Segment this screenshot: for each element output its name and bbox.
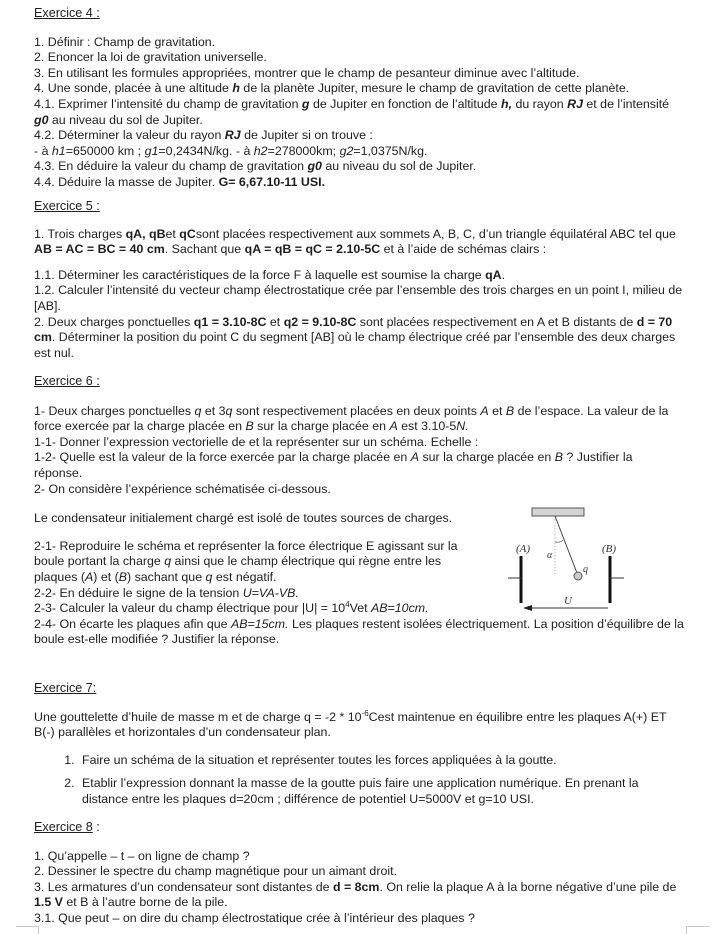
ex6-q1 xyxy=(34,404,684,435)
text: . xyxy=(501,267,506,282)
var-h2: h2 xyxy=(253,143,268,158)
ex5-q2 xyxy=(34,315,684,362)
label-a: (A) xyxy=(516,543,531,555)
text: 1-2- Quelle est la valeur de la force exercée par la charge placée en xyxy=(34,450,411,465)
text: 1. Trois charges xyxy=(34,226,126,241)
var-g: g xyxy=(301,96,310,111)
point-a: A xyxy=(480,403,489,418)
exponent: 4 xyxy=(345,600,350,609)
text: =1,0375N/kg. xyxy=(353,143,428,158)
title-text: Exercice 8 xyxy=(34,820,93,834)
text: sont placées respectivement aux sommets A, B, C, d’un triangle équilatéral ABC tel que xyxy=(195,226,676,241)
var-q: q xyxy=(194,403,202,418)
text: est négatif. xyxy=(212,569,277,584)
list-item: 1. Faire un schéma de la situation et représenter toutes les forces appliquées à la goutte. xyxy=(78,753,684,769)
text: - à xyxy=(34,143,52,158)
text: 2. Deux charges ponctuelles xyxy=(34,314,194,329)
var-q: q xyxy=(225,403,233,418)
text: 2-4- On écarte les plaques afin que xyxy=(34,616,231,631)
text: et à l’aide de schémas clairs : xyxy=(380,242,547,257)
ex6-capacitor-text: Le condensateur initialement chargé est isolé de toutes sources de charges. xyxy=(34,511,453,526)
text: Les plaques restent isolées électriquement. La position d’équilibre de la boule est-elle modifiée ? Justifier la réponse. xyxy=(34,616,684,647)
title-colon: : xyxy=(92,820,100,834)
text: du rayon xyxy=(512,96,568,111)
ex4-q4-2-data xyxy=(34,144,684,160)
plate-a: A xyxy=(84,569,94,584)
exercise-7 xyxy=(34,681,684,816)
ex4-q4-2 xyxy=(34,128,684,144)
plate-b: B xyxy=(118,569,127,584)
list-item: 2. Etablir l’expression donnant la masse de la goutte puis faire une application numérique. En prenant la distance entre les plaques d=20cm ; différence de potentiel U=5000V et g=10 USI. xyxy=(78,776,684,807)
text: . Déterminer la position du point C du segment [AB] où le champ électrique créé par l’ensemble des deux charges est nul. xyxy=(34,330,676,360)
ex8-q3-1: 3.1. Que peut – on dire du champ électrostatique crée à l’intérieur des plaques ? xyxy=(34,910,475,925)
text: ) et ( xyxy=(93,569,119,584)
ex4-q3: 3. En utilisant les formules appropriées, montrer que le champ de pesanteur diminue avec l’altitude. xyxy=(34,65,580,80)
ex6-q1-2 xyxy=(34,450,684,481)
text: 4. Une sonde, placée à une altitude xyxy=(34,81,233,96)
pendulum-thread xyxy=(555,516,577,573)
exponent: -6 xyxy=(361,708,369,718)
ex4-q4-3 xyxy=(34,159,684,175)
var-g1: g1 xyxy=(144,143,159,158)
var-q: q xyxy=(164,554,172,569)
text: 4.1. Exprimer l’intensité du champ de gravitation xyxy=(34,96,302,111)
support-bar xyxy=(532,508,584,516)
label-q: q xyxy=(583,564,588,575)
charge-qa: qA xyxy=(485,267,502,282)
capacitor-pendulum-figure xyxy=(500,500,650,620)
battery-voltage: 1.5 V xyxy=(34,895,63,910)
ex6-q2-4 xyxy=(34,617,684,648)
text: 2-3- Calculer la valeur du champ électrique pour |U| = 10 xyxy=(34,601,346,616)
text: Cest maintenue en équilibre entre les plaques A(+) ET B(-) parallèles et horizontales d’un condensateur plan. xyxy=(34,709,667,740)
text: =650000 km ; xyxy=(65,143,145,158)
ex7-list xyxy=(34,753,684,808)
text: ainsi que le champ électrique qui règne entre les plaques ( xyxy=(34,554,442,584)
exercise-4-title: Exercice 4 : xyxy=(34,6,100,20)
text: sont placées respectivement en A et B distants de xyxy=(356,314,637,329)
var-rj: RJ xyxy=(567,96,583,111)
label-b: (B) xyxy=(602,543,617,555)
distance-d: d = 70 cm xyxy=(34,314,673,345)
exercise-6-title: Exercice 6 : xyxy=(34,374,100,388)
ex6-q2-1 xyxy=(34,539,464,586)
text: et xyxy=(266,314,284,329)
text: =0,2434N/kg. - à xyxy=(158,143,254,158)
ex5-q1-1 xyxy=(34,268,684,284)
ex4-q4-4 xyxy=(34,175,684,191)
text: Une gouttelette d’huile de masse m et de charge q = -2 * 10 xyxy=(34,709,362,724)
distance-ab: AB=10cm. xyxy=(371,601,429,616)
ex4-q1: 1. Définir : Champ de gravitation. xyxy=(34,34,216,49)
text: de la planète Jupiter, mesure le champ de gravitation de cette planète. xyxy=(239,81,630,96)
text: ) sachant que xyxy=(127,569,206,584)
var-g2: g2 xyxy=(339,143,354,158)
point-a: A xyxy=(389,419,398,434)
charge-qc: qC xyxy=(179,226,196,241)
var-h1: h1 xyxy=(51,143,66,158)
exercise-5 xyxy=(34,199,684,361)
text: . On relie la plaque A à la borne négative d’une pile de xyxy=(379,879,677,894)
point-b: B xyxy=(245,419,254,434)
text: =278000km; xyxy=(267,143,340,158)
text: 4.4. Déduire la masse de Jupiter. xyxy=(34,174,219,189)
charges: qA, qB xyxy=(125,226,166,241)
var-g0: g0 xyxy=(307,159,322,174)
ex4-q2: 2. Enoncer la loi de gravitation universelle. xyxy=(34,50,267,65)
text: sont respectivement placées en deux points xyxy=(232,403,481,418)
unit-n: N. xyxy=(456,419,469,434)
var-g0: g0 xyxy=(34,112,49,127)
charged-ball xyxy=(574,572,582,580)
ex8-q2: 2. Dessiner le spectre du champ magnétique pour un aimant droit. xyxy=(34,864,397,879)
point-a: A xyxy=(410,450,420,465)
ex5-q1 xyxy=(34,227,684,258)
text: 4.3. En déduire la valeur du champ de gravitation xyxy=(34,159,308,174)
var-h: h, xyxy=(501,96,513,111)
constant-g: G= 6,67.10-11 USI. xyxy=(218,174,326,189)
text: est 3.10-5 xyxy=(397,419,457,434)
text: Vet xyxy=(349,601,372,616)
text: au niveau du sol de Jupiter. xyxy=(48,112,203,127)
ex8-q3 xyxy=(34,880,684,911)
exercise-7-title: Exercice 7: xyxy=(34,681,97,695)
ex6-q2: 2- On considère l’expérience schématisée ci-dessous. xyxy=(34,481,331,496)
exercise-8-title xyxy=(34,820,684,836)
text: au niveau du sol de Jupiter. xyxy=(321,159,477,174)
text: de l’espace. La valeur de la force exercée par la charge placée en xyxy=(34,403,669,434)
exercise-5-title: Exercice 5 : xyxy=(34,199,100,213)
text: et de l’intensité xyxy=(582,96,670,111)
text: et B à l’autre borne de la pile. xyxy=(62,895,228,910)
var-rj: RJ xyxy=(224,128,241,143)
text: 2-1- Reproduire le schéma et représenter la force électrique E agissant sur la boule portant la charge xyxy=(34,538,458,569)
ex6-left-column xyxy=(34,511,464,585)
point-b: B xyxy=(554,450,563,465)
text: 1- Deux charges ponctuelles xyxy=(34,403,195,418)
text: de Jupiter si on trouve : xyxy=(240,128,373,143)
ex8-q1: 1. Qu’appelle – t – on ligne de champ ? xyxy=(34,848,250,863)
charge-q2: q2 = 9.10-8C xyxy=(283,314,357,329)
text: 3. Les armatures d’un condensateur sont distantes de xyxy=(34,879,333,894)
text: sur la charge placée en xyxy=(253,419,390,434)
text: 2-2- En déduire le signe de la tension xyxy=(34,585,243,600)
text: sur la charge placée en xyxy=(419,450,555,465)
text: ? Justifier la réponse. xyxy=(34,450,633,480)
distances: AB = AC = BC = 40 cm xyxy=(34,242,165,257)
exercise-8 xyxy=(34,820,684,927)
voltage-expr: U=VA-VB. xyxy=(242,585,299,600)
text: de Jupiter en fonction de l’altitude xyxy=(309,96,501,111)
text: et xyxy=(165,226,180,241)
label-u: U xyxy=(564,595,572,607)
charge-values: qA = qB = qC = 2.10-5C xyxy=(244,242,381,257)
var-q: q xyxy=(205,569,213,584)
text: et 3 xyxy=(201,403,226,418)
point-b: B xyxy=(505,403,515,418)
ex5-q1-2: 1.2. Calculer l’intensité du vecteur champ électrostatique crée par l’ensemble des trois charges en un point I, milieu de [AB]. xyxy=(34,283,683,313)
ex6-q1-1: 1-1- Donner l’expression vectorielle de et la représenter sur un schéma. Echelle : xyxy=(34,434,479,449)
label-alpha: α xyxy=(547,550,553,561)
text: 4.2. Déterminer la valeur du rayon xyxy=(34,128,225,143)
text: 1.1. Déterminer les caractéristiques de la force F à laquelle est soumise la charge xyxy=(34,267,486,282)
text: et xyxy=(488,403,506,418)
ex7-intro xyxy=(34,710,684,741)
distance-d: d = 8cm xyxy=(332,879,380,894)
ex4-q4-1 xyxy=(34,97,684,128)
charge-q1: q1 = 3.10-8C xyxy=(193,314,267,329)
ex4-q4 xyxy=(34,81,684,97)
text: . Sachant que xyxy=(164,242,245,257)
exercise-4 xyxy=(34,6,684,191)
distance-ab: AB=15cm. xyxy=(231,616,289,631)
angle-arc xyxy=(555,540,563,542)
var-h: h xyxy=(232,81,240,96)
voltage-arrow-head xyxy=(523,605,532,611)
